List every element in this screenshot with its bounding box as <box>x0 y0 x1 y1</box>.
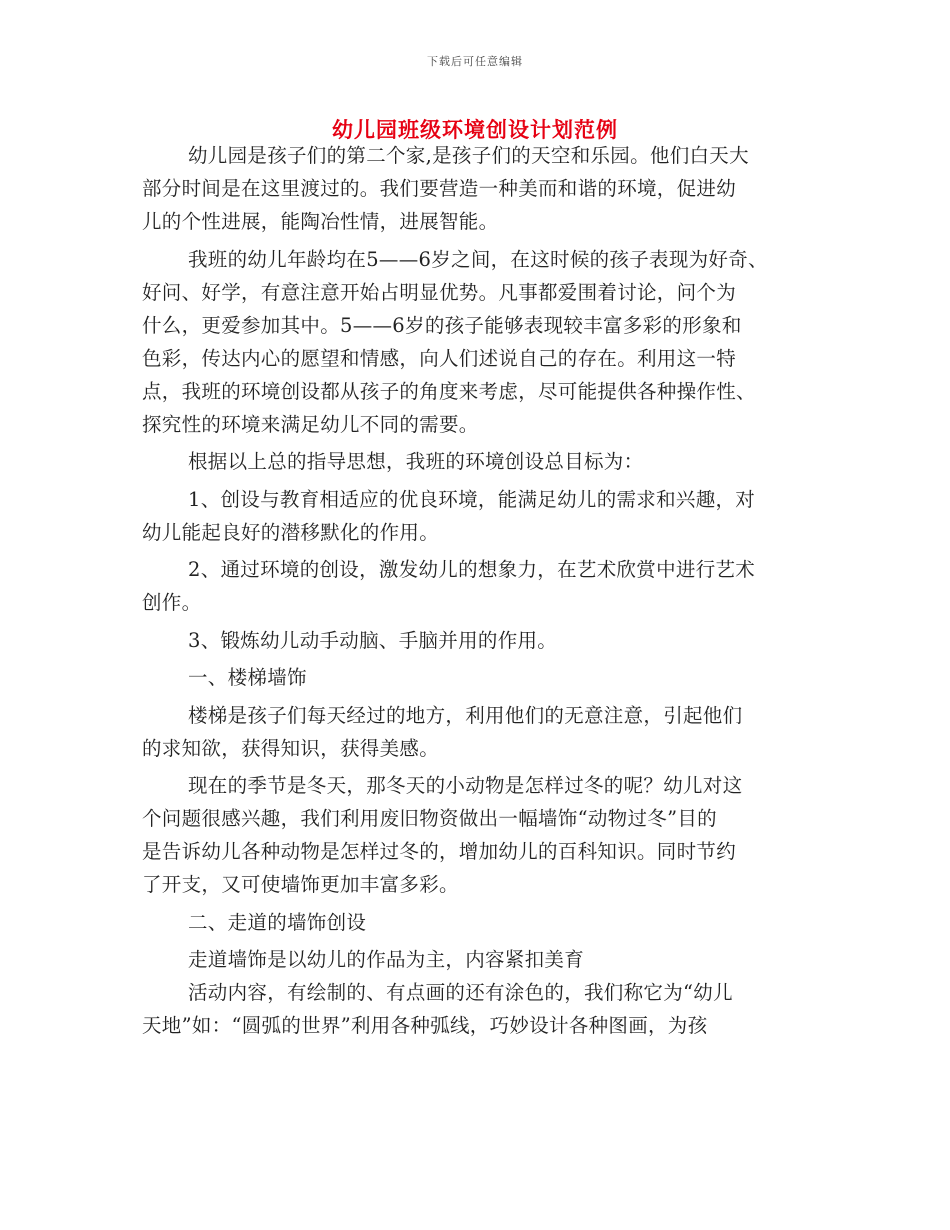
paragraph-line: 了开支，又可使墙饰更加丰富多彩。 <box>142 873 459 896</box>
paragraph-line: 色彩，传达内心的愿望和情感，向人们述说自己的存在。利用这一特 <box>142 346 737 370</box>
paragraph-line: 什么，更爱参加其中。5——6岁的孩子能够表现较丰富多彩的形象和 <box>142 313 742 337</box>
paragraph-line: 我班的幼儿年龄均在5——6岁之间，在这时候的孩子表现为好奇、 <box>188 247 768 271</box>
document-body <box>142 139 822 1042</box>
paragraph-line: 个问题很感兴趣，我们利用废旧物资做出一幅墙饰“动物过冬”目的 <box>142 807 717 830</box>
list-item-line: 幼儿能起良好的潜移默化的作用。 <box>142 520 440 544</box>
list-item-line: 创作。 <box>142 591 202 614</box>
paragraph-line: 活动内容，有绘制的、有点画的还有涂色的，我们称它为“幼儿 <box>188 981 733 1004</box>
list-item-line: 2、通过环境的创设，激发幼儿的想象力，在艺术欣赏中进行艺术 <box>188 558 756 581</box>
paragraph-line: 走道墙饰是以幼儿的作品为主，内容紧扣美育 <box>188 948 585 971</box>
paragraph-line: 部分时间是在这里渡过的。我们要营造一种美而和谐的环境，促进幼 <box>142 177 737 200</box>
list-item-line: 1、创设与教育相适应的优良环境，能满足幼儿的需求和兴趣，对 <box>188 487 756 511</box>
paragraph-line: 儿的个性进展，能陶冶性情，进展智能。 <box>142 210 499 233</box>
section-heading: 二、走道的墙饰创设 <box>188 910 367 934</box>
paragraph-line: 探究性的环境来满足幼儿不同的需要。 <box>142 412 479 436</box>
paragraph-line: 点，我班的环境创设都从孩子的角度来考虑，尽可能提供各种操作性、 <box>142 379 756 403</box>
document-title: 幼儿园班级环境创设计划范例 <box>332 118 618 142</box>
paragraph-line: 的求知欲，获得知识，获得美感。 <box>142 736 440 760</box>
paragraph-line: 楼梯是孩子们每天经过的地方，利用他们的无意注意，引起他们 <box>188 703 743 727</box>
section-heading: 一、楼梯墙饰 <box>188 666 307 689</box>
paragraph-line: 幼儿园是孩子们的第二个家,是孩子们的天空和乐园。他们白天大 <box>188 144 749 167</box>
paragraph-line: 好问、好学，有意注意开始占明显优势。凡事都爱围着讨论，问个为 <box>142 280 737 304</box>
paragraph-line: 是告诉幼儿各种动物是怎样过冬的，增加幼儿的百科知识。同时节约 <box>142 840 737 863</box>
paragraph-line: 天地”如：“圆弧的世界”利用各种弧线，巧妙设计各种图画，为孩 <box>142 1014 708 1037</box>
list-item-line: 3、锻炼幼儿动手动脑、手脑并用的作用。 <box>188 628 558 652</box>
page-header-note: 下载后可任意编辑 <box>427 55 523 68</box>
paragraph-line: 现在的季节是冬天，那冬天的小动物是怎样过冬的呢？幼儿对这 <box>188 774 743 797</box>
paragraph-line: 根据以上总的指导思想，我班的环境创设总目标为： <box>188 450 644 473</box>
